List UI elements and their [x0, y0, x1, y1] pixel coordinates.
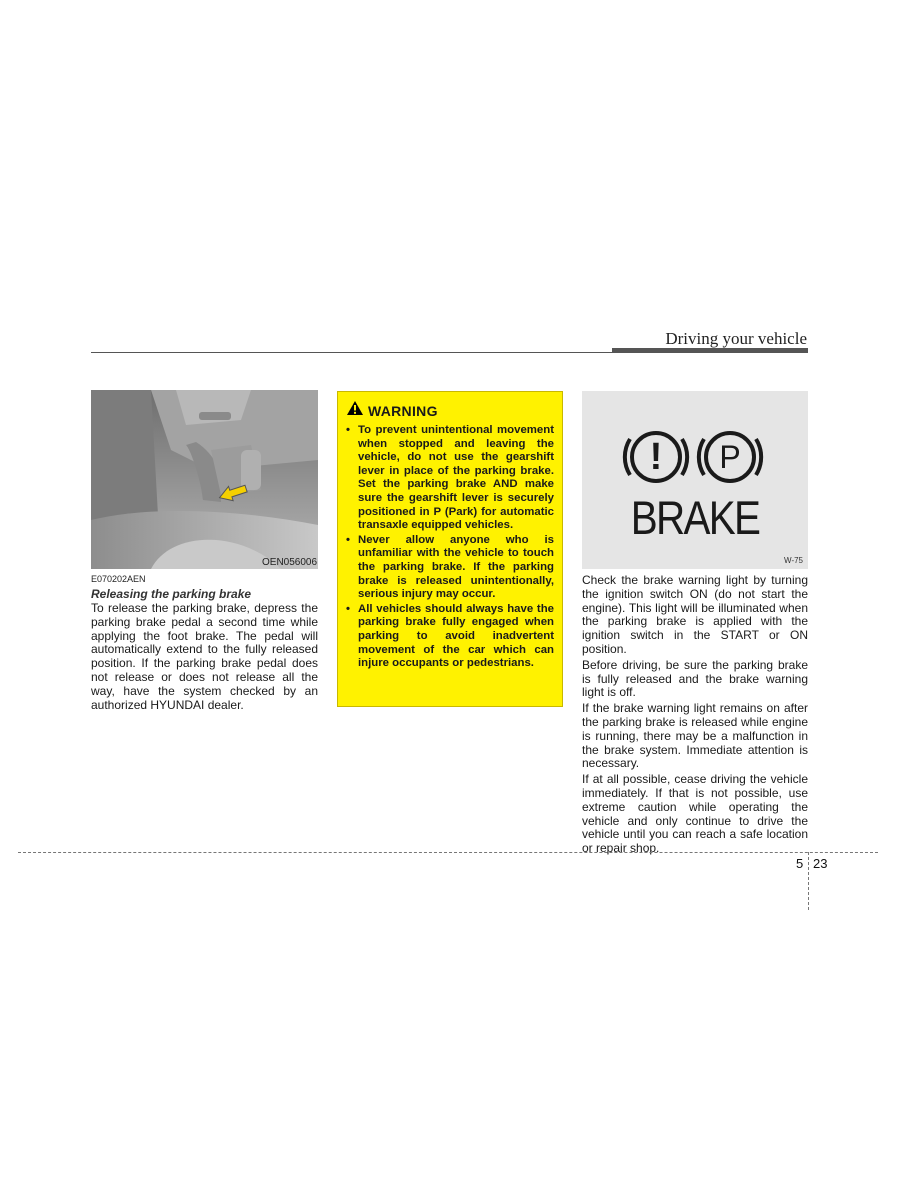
parking-brake-photo [91, 390, 318, 569]
warning-box [337, 391, 563, 707]
chapter-number: 5 [796, 856, 804, 871]
footer-rule [18, 852, 878, 853]
section-title: Driving your vehicle [665, 329, 807, 348]
section-code: E070202AEN [91, 574, 146, 584]
warning-title: WARNING [368, 402, 438, 419]
warning-item: • All vehicles should always have the parking brake fully engaged when parking to avoid inadvertent movement of the car which can injure occupants or pedestrians. [346, 602, 554, 670]
photo-figure-code: OEN056006 [262, 557, 318, 568]
warning-item: • Never allow anyone who is unfamiliar with the vehicle to touch the parking brake. If the parking brake is released unintentionally, serious injury may occur. [346, 533, 554, 601]
brake-indicator-icon [582, 391, 808, 491]
paragraph: Before driving, be sure the parking brake is fully released and the brake warning light is off. [582, 657, 808, 700]
paragraph: If at all possible, cease driving the vehicle immediately. If that is not possible, use extreme caution while operating the vehicle and only continue to drive the vehicle until you can reach a safe location or repair shop. [582, 772, 808, 856]
page-number: 23 [813, 856, 828, 871]
releasing-heading: Releasing the parking brake [91, 587, 252, 601]
warning-triangle-icon [347, 401, 363, 420]
brake-figure-code: W-75 [784, 556, 803, 565]
brake-warning-symbol-panel [582, 391, 808, 569]
paragraph: If the brake warning light remains on after the parking brake is released while engine is running, there may be a malfunction in the brake system. Immediate attention is necessary. [582, 701, 808, 771]
header-rule-accent [612, 348, 808, 353]
exclamation-symbol: ! [649, 436, 663, 478]
paragraph: Check the brake warning light by turning the ignition switch ON (do not start the engine). This light will be illuminated when the parking brake is applied with the ignition switch in the START or ON position. [582, 573, 808, 656]
parking-p-symbol: P [719, 439, 741, 475]
brake-label: BRAKE [630, 491, 760, 544]
brake-light-text [582, 574, 808, 858]
footer-divider [808, 852, 809, 910]
releasing-paragraph: To release the parking brake, depress the parking brake pedal a second time while applying the foot brake. The pedal will automatically extend to the fully released position. If the parking brake pedal does not release or does not release all the way, have the system checked by an authorized HYUNDAI dealer. [91, 601, 318, 712]
warning-item: • To prevent unintentional movement when stopped and leaving the vehicle, do not use the gearshift lever in place of the parking brake. Set the parking brake AND make sure the gearshift lever is securely positioned in P (Park) for automatic transaxle equipped vehicles. [346, 424, 554, 532]
